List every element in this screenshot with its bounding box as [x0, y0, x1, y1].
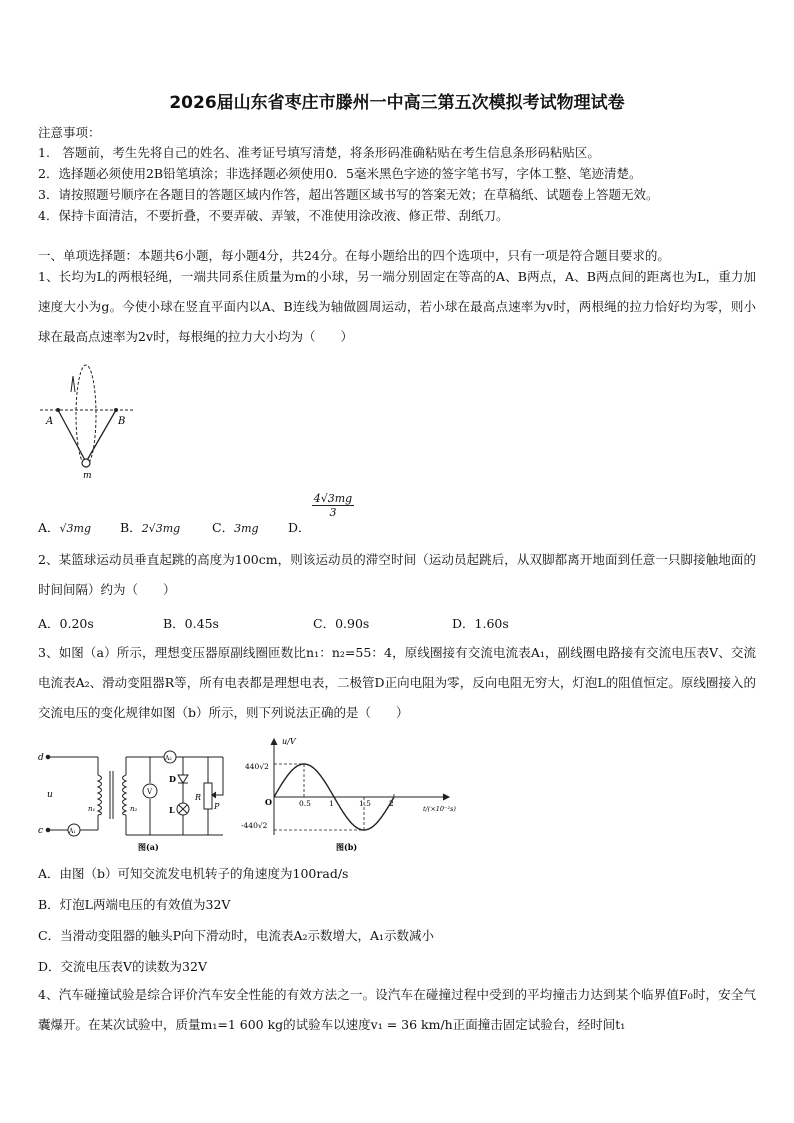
terminal-d-label: d: [38, 753, 44, 763]
coil-n2-label: n₂: [130, 805, 138, 813]
page-title: 2026届山东省枣庄市滕州一中高三第五次模拟考试物理试卷: [169, 93, 625, 113]
question-4-text: 4、汽车碰撞试验是综合评价汽车安全性能的有效方法之一。设汽车在碰撞过程中受到的平均撞击力达到某个临界值F₀时，安全气囊爆开。在某次试验中，质量m₁=1 600 kg的试验车以速度v₁ = 36 km/h正面撞击固定试验台，经时间t₁: [38, 987, 756, 1032]
notice-item-4: 4．保持卡面清洁，不要折叠，不要弄破、弄皱，不准使用涂改液、修正带、刮纸刀。: [38, 208, 509, 223]
figure-b-caption: 图(b): [336, 842, 358, 852]
point-a-label: A: [46, 416, 54, 427]
q2-option-a: A．0.20s: [38, 616, 94, 631]
notice-heading: 注意事项：: [38, 125, 101, 140]
notice-item-3: 3．请按照题号顺序在各题目的答题区域内作答，超出答题区域书写的答案无效；在草稿纸、试题卷上答题无效。: [38, 187, 659, 202]
notice-item-1: 1. 答题前，考生先将自己的姓名、准考证号填写清楚，将条形码准确粘贴在考生信息条形码粘贴区。: [38, 145, 600, 160]
figure-a-caption: 图(a): [138, 842, 159, 852]
q3-option-c: C．当滑动变阻器的触头P向下滑动时，电流表A₂示数增大，A₁示数减小: [38, 928, 435, 943]
graph-x-tick-label: 1.5: [359, 799, 371, 808]
graph-y-tick-top: 440√2: [245, 762, 269, 771]
section-heading: 一、单项选择题：本题共6小题，每小题4分，共24分。在每小题给出的四个选项中，只有一项是符合题目要求的。: [38, 248, 670, 263]
ball-m-label: m: [83, 471, 92, 480]
point-b-label: B: [118, 416, 126, 427]
coil-n1-label: n₁: [88, 805, 96, 813]
terminal-c-label: c: [38, 826, 44, 836]
question-1-figure: [38, 360, 138, 480]
ammeter-a2-label: A₂: [165, 755, 172, 762]
slider-p-label: P: [214, 802, 220, 811]
q2-option-d: D．1.60s: [452, 616, 509, 631]
voltage-u-label: u: [47, 790, 53, 800]
graph-x-tick-label: 2: [389, 799, 394, 808]
voltmeter-v-label: V: [147, 788, 153, 796]
q1-option-c: C．3mg: [212, 520, 259, 535]
lamp-l-label: L: [169, 805, 175, 815]
graph-x-axis-label: t/(×10⁻²s): [423, 805, 456, 813]
voltage-graph-b: [238, 735, 458, 853]
graph-y-tick-bottom: -440√2: [241, 821, 268, 830]
graph-y-axis-label: u/V: [282, 737, 296, 746]
ammeter-a1-label: A₁: [69, 828, 76, 835]
circuit-figure-a: [38, 745, 238, 853]
q1-option-b: B．2√3mg: [120, 520, 181, 535]
q1-option-a: A．√3mg: [38, 520, 92, 535]
q3-option-d: D．交流电压表V的读数为32V: [38, 959, 207, 974]
q2-option-c: C．0.90s: [313, 616, 370, 631]
diode-d-label: D: [169, 774, 176, 784]
notice-item-2: 2．选择题必须使用2B铅笔填涂；非选择题必须使用0．5毫米黑色字迹的签字笔书写，字体工整、笔迹清楚。: [38, 166, 642, 181]
resistor-r-label: R: [195, 793, 202, 802]
q1-option-d: D．: [288, 520, 311, 535]
q3-option-a: A．由图（b）可知交流发电机转子的角速度为100rad/s: [38, 866, 349, 881]
question-1-text: 1、长均为L的两根轻绳，一端共同系住质量为m的小球，另一端分别固定在等高的A、B两点，A、B两点间的距离也为L，重力加速度大小为g。今使小球在竖直平面内以A、B连线为轴做圆周运动，若小球在最高点速率为v时，两根绳的拉力恰好均为零，则小球在最高点速率为2v时，每根绳的拉力大小均为（ ）: [38, 269, 756, 344]
q1-option-d-fraction: 4√3mg 3: [313, 492, 353, 519]
question-2-text: 2、某篮球运动员垂直起跳的高度为100cm，则该运动员的滞空时间（运动员起跳后，从双脚都离开地面到任意一只脚接触地面的时间间隔）约为（ ）: [38, 552, 756, 597]
graph-x-tick-label: 1: [329, 799, 334, 808]
graph-origin-label: O: [265, 797, 272, 807]
q2-option-b: B．0.45s: [163, 616, 219, 631]
q3-option-b: B．灯泡L两端电压的有效值为32V: [38, 897, 231, 912]
graph-x-tick-label: 0.5: [299, 799, 311, 808]
question-3-text: 3、如图（a）所示，理想变压器原副线圈匝数比n₁：n₂=55：4，原线圈接有交流电流表A₁，副线圈电路接有交流电压表V、交流电流表A₂、滑动变阻器R等，所有电表都是理想电表，二极管D正向电阻为零，反向电阻无穷大，灯泡L的阻值恒定。原线圈接入的交流电压的变化规律如图（b）所示，则下列说法正确的是（ ）: [38, 645, 756, 720]
